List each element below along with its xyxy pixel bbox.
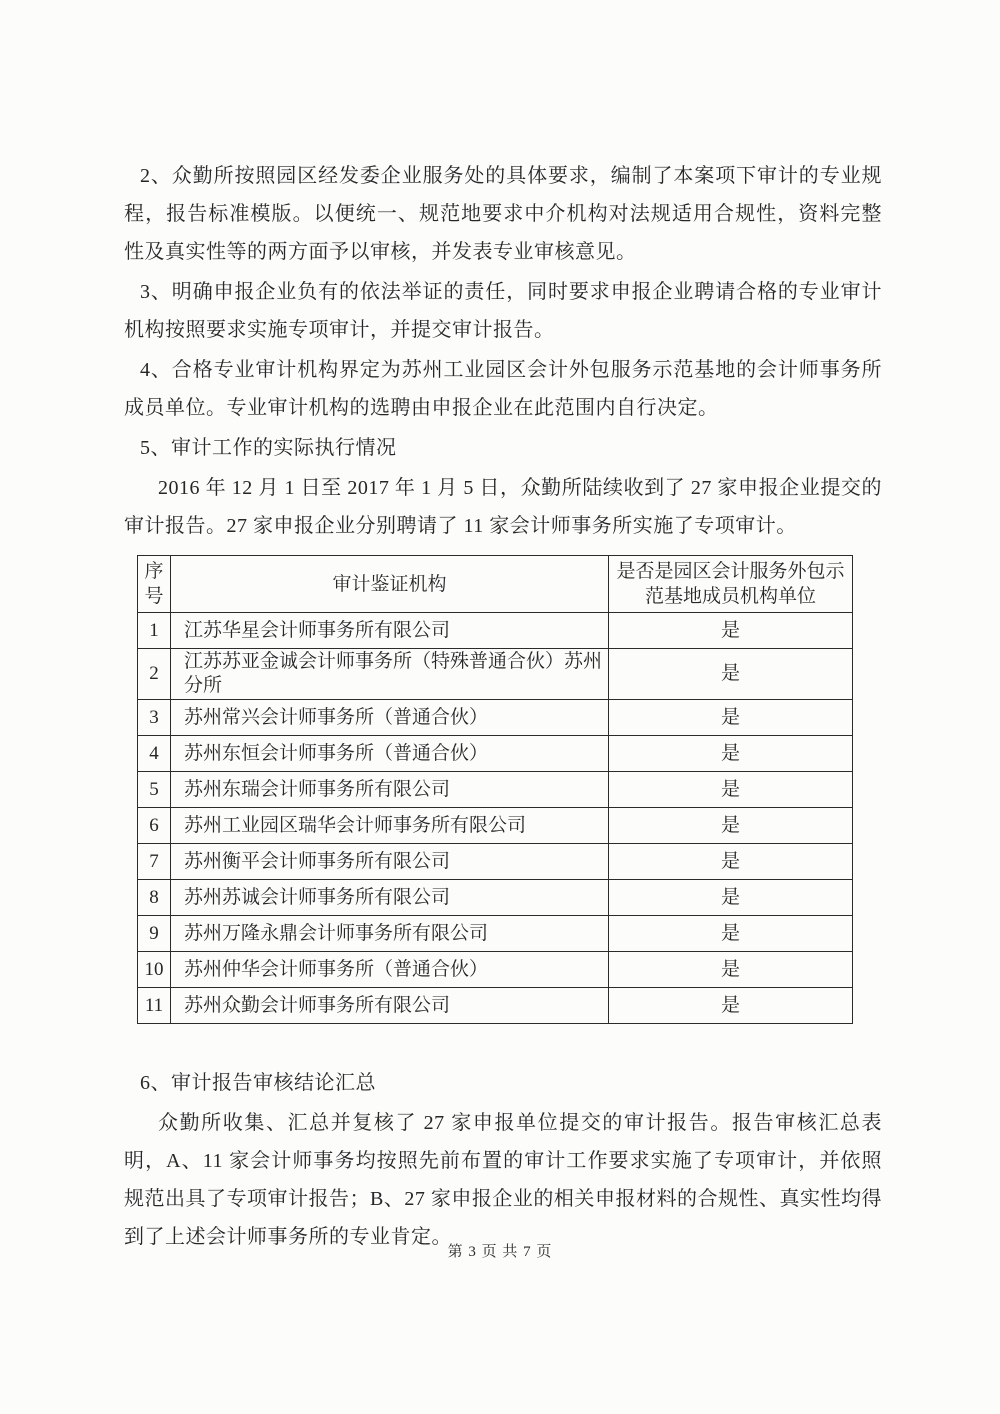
cell-institution: 江苏苏亚金诚会计师事务所（特殊普通合伙）苏州分所: [171, 649, 609, 700]
paragraph-3: 3、明确申报企业负有的依法举证的责任，同时要求申报企业聘请合格的专业审计机构按照要求实施专项审计，并提交审计报告。: [124, 281, 882, 341]
cell-institution: 苏州苏诚会计师事务所有限公司: [171, 880, 609, 916]
section-heading-5: 5、审计工作的实际执行情况: [140, 437, 397, 459]
table-row: [138, 700, 853, 736]
cell-serial: 10: [138, 952, 171, 988]
table-row: [138, 916, 853, 952]
paragraph-6-detail: 众勤所收集、汇总并复核了 27 家申报单位提交的审计报告。报告审核汇总表明，A、11 家会计师事务均按照先前布置的审计工作要求实施了专项审计，并依照规范出具了专项审计报告；B、27 家申报企业的相关申报材料的合规性、真实性均得到了上述会计师事务所的专业肯定。: [124, 1112, 882, 1248]
cell-member: 是: [609, 916, 853, 952]
cell-institution: 苏州常兴会计师事务所（普通合伙）: [171, 700, 609, 736]
cell-serial: 3: [138, 700, 171, 736]
cell-member: 是: [609, 952, 853, 988]
header-audit-institution: 审计鉴证机构: [171, 556, 609, 613]
table-row: [138, 808, 853, 844]
cell-institution: 苏州工业园区瑞华会计师事务所有限公司: [171, 808, 609, 844]
cell-member: 是: [609, 844, 853, 880]
document-body: [124, 157, 882, 1258]
header-serial-number: 序号: [138, 556, 171, 613]
cell-serial: 6: [138, 808, 171, 844]
table-row: [138, 880, 853, 916]
table-row: [138, 613, 853, 649]
table-row: [138, 772, 853, 808]
cell-serial: 9: [138, 916, 171, 952]
cell-serial: 8: [138, 880, 171, 916]
cell-serial: 4: [138, 736, 171, 772]
cell-institution: 苏州众勤会计师事务所有限公司: [171, 988, 609, 1024]
cell-institution: 苏州东恒会计师事务所（普通合伙）: [171, 736, 609, 772]
cell-member: 是: [609, 649, 853, 700]
audit-firms-table: [137, 555, 853, 1024]
cell-serial: 1: [138, 613, 171, 649]
section-heading-6: 6、审计报告审核结论汇总: [140, 1072, 376, 1094]
cell-member: 是: [609, 880, 853, 916]
cell-institution: 苏州衡平会计师事务所有限公司: [171, 844, 609, 880]
cell-member: 是: [609, 613, 853, 649]
page-footer: 第 3 页 共 7 页: [447, 1244, 553, 1260]
cell-institution: 苏州万隆永鼎会计师事务所有限公司: [171, 916, 609, 952]
paragraph-5-detail: 2016 年 12 月 1 日至 2017 年 1 月 5 日，众勤所陆续收到了 27 家申报企业提交的审计报告。27 家申报企业分别聘请了 11 家会计师事务所实施了专项审计。: [124, 477, 882, 537]
paragraph-2: 2、众勤所按照园区经发委企业服务处的具体要求，编制了本案项下审计的专业规程，报告标准模版。以便统一、规范地要求中介机构对法规适用合规性，资料完整性及真实性等的两方面予以审核，并发表专业审核意见。: [124, 165, 882, 263]
cell-serial: 7: [138, 844, 171, 880]
table-row: [138, 649, 853, 700]
cell-member: 是: [609, 772, 853, 808]
table-row: [138, 952, 853, 988]
table-row: [138, 988, 853, 1024]
cell-institution: 苏州仲华会计师事务所（普通合伙）: [171, 952, 609, 988]
header-member-status: 是否是园区会计服务外包示范基地成员机构单位: [609, 556, 853, 613]
table-row: [138, 844, 853, 880]
cell-serial: 2: [138, 649, 171, 700]
cell-institution: 江苏华星会计师事务所有限公司: [171, 613, 609, 649]
cell-serial: 5: [138, 772, 171, 808]
cell-institution: 苏州东瑞会计师事务所有限公司: [171, 772, 609, 808]
cell-member: 是: [609, 988, 853, 1024]
cell-member: 是: [609, 736, 853, 772]
table-header-row: [138, 556, 853, 613]
table-row: [138, 736, 853, 772]
cell-member: 是: [609, 808, 853, 844]
cell-member: 是: [609, 700, 853, 736]
paragraph-4: 4、合格专业审计机构界定为苏州工业园区会计外包服务示范基地的会计师事务所成员单位。专业审计机构的选聘由申报企业在此范围内自行决定。: [124, 359, 882, 419]
cell-serial: 11: [138, 988, 171, 1024]
